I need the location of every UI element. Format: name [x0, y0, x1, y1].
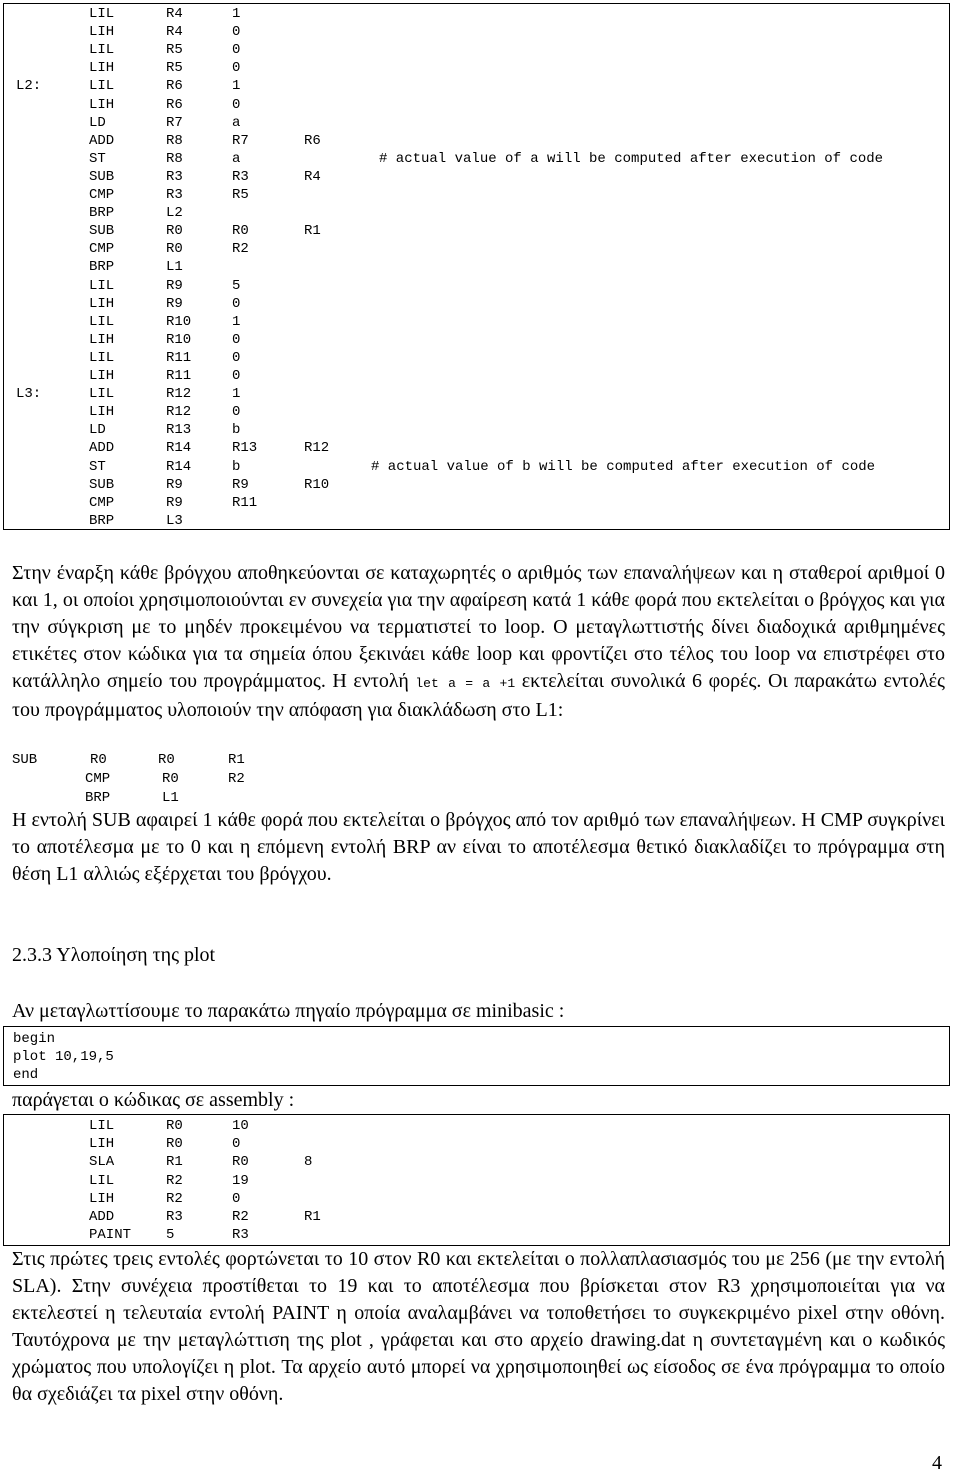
- code-arg-1: R12: [166, 386, 192, 403]
- code-line: [4, 1153, 949, 1171]
- code-arg-2: R0: [232, 1154, 249, 1171]
- code-line: [4, 77, 949, 95]
- code-line: [4, 403, 949, 421]
- code-arg-2: 1: [232, 78, 241, 95]
- code-line: [4, 1117, 949, 1135]
- code-arg-1: R11: [166, 368, 192, 384]
- code-arg-3: R1: [304, 223, 321, 240]
- paragraph-loop-explanation: [12, 560, 945, 724]
- code-arg-1: R2: [166, 1172, 183, 1189]
- code-arg-2: R3: [232, 1227, 249, 1244]
- code-arg-2: 10: [232, 1118, 249, 1134]
- code-opcode: PAINT: [89, 1227, 132, 1244]
- code-line: [4, 132, 949, 150]
- code-line: [4, 295, 949, 313]
- code-arg-2: 0: [232, 368, 241, 384]
- code-arg-2: R3: [232, 168, 249, 185]
- code-line: [4, 1208, 949, 1226]
- code-opcode: LIL: [89, 277, 115, 294]
- code-arg-1: R2: [166, 1190, 183, 1207]
- snippet-line: [0, 789, 960, 807]
- snippet-op: BRP: [85, 790, 111, 806]
- code-opcode: LIL: [89, 1172, 115, 1189]
- source-line: begin: [13, 1031, 56, 1047]
- code-opcode: BRP: [89, 205, 115, 222]
- code-line: [4, 331, 949, 349]
- paragraph-plot-explanation: Στις πρώτες τρεις εντολές φορτώνεται το 10 στον R0 και εκτελείται ο πολλαπλασιασμός του με 256 (με την εντολή SLA). Στην συνέχεια προστίθεται το 19 και το αποτέλεσμα που βρίσκεται στον R3 χρησιμοποιείται για να εκτελεστεί η τελευταία εντολή PAINT η οποία αναλαμβάνει να τοποθετήσει το συγκεκριμένο pixel στην οθόνη. Ταυτόχρονα με την μεταγλώττιση της plot , γράφεται και στο αρχείο drawing.dat η συντεταγμένη και ο κωδικός χρώματος που υπολογίζει η plot. Τα αρχείο αυτό μπορεί να χρησιμοποιηθεί ως είσοδος σε ένα πρόγραμμα το οποίο θα σχεδιάζει τα pixel στην οθόνη.: [12, 1248, 945, 1405]
- code-opcode: LIH: [89, 295, 115, 312]
- code-line: [4, 204, 949, 222]
- code-arg-1: R0: [166, 1118, 183, 1134]
- code-arg-1: R10: [166, 313, 192, 330]
- code-line: [4, 313, 949, 331]
- snippet-op: CMP: [85, 771, 111, 787]
- code-opcode: LIL: [89, 78, 115, 95]
- code-arg-1: R0: [166, 1136, 183, 1153]
- snippet-a2: R2: [228, 771, 245, 787]
- code-arg-2: R13: [232, 440, 258, 457]
- code-arg-2: R7: [232, 132, 249, 149]
- code-label: L2:: [16, 78, 42, 95]
- code-opcode: CMP: [89, 241, 115, 258]
- paragraph-text-a: Στην έναρξη κάθε βρόγχου αποθηκεύονται σε καταχωρητές ο αριθμός των επαναλήψεων και η σταθεροί αριθμοί 0 και 1, οι οποίοι χρησιμοποιούνται εν συνεχεία για την αφαίρεση κατά 1 κάθε φορά που εκτελείται ο βρόγχος και για την σύγκριση με το μηδέν προκειμένου να τερματιστεί το loop. Ο μεταγλωττιστής δίνει διαδοχικά αριθμημένες ετικέτες στον κώδικα για τα σημεία όπου ξεκινάει κάθε loop και φροντίζει στο τέλος του loop να επιστρέφει στο κατάλληλο σημείο του προγράμματος. Η εντολή: [12, 562, 945, 692]
- code-arg-2: 19: [232, 1172, 249, 1189]
- code-arg-1: R13: [166, 422, 192, 439]
- code-comment: # actual value of a will be computed after execution of code: [379, 150, 884, 167]
- code-arg-1: R5: [166, 60, 183, 77]
- code-arg-2: 1: [232, 313, 241, 330]
- code-arg-1: R11: [166, 349, 192, 366]
- code-arg-2: b: [232, 458, 241, 475]
- code-arg-2: R2: [232, 1209, 249, 1225]
- code-opcode: BRP: [89, 512, 115, 529]
- snippet-a1: L1: [162, 790, 179, 806]
- code-opcode: LIH: [89, 368, 115, 384]
- code-line: [4, 1190, 949, 1208]
- code-opcode: ADD: [89, 440, 115, 457]
- code-arg-2: 0: [232, 1136, 241, 1153]
- snippet-line: [0, 751, 960, 769]
- code-arg-1: L2: [166, 205, 183, 222]
- snippet-a1: R0: [162, 771, 179, 787]
- code-arg-1: R0: [166, 241, 183, 258]
- assembly-code-block-1: [3, 3, 950, 530]
- code-line: [4, 114, 949, 132]
- code-arg-3: 8: [304, 1154, 313, 1171]
- snippet-a3: R1: [228, 752, 245, 768]
- code-arg-2: 0: [232, 60, 241, 77]
- code-opcode: LIH: [89, 1190, 115, 1207]
- code-arg-2: 0: [232, 24, 241, 41]
- code-arg-2: R0: [232, 223, 249, 240]
- code-arg-2: 0: [232, 349, 241, 366]
- code-arg-2: 5: [232, 277, 241, 294]
- code-line: [4, 5, 949, 23]
- code-opcode: LIH: [89, 1136, 115, 1153]
- code-arg-1: R9: [166, 494, 183, 511]
- paragraph-branch-explanation: Η εντολή SUB αφαιρεί 1 κάθε φορά που εκτελείται ο βρόγχος από τον αριθμό των επαναλήψεων. Η CMP συγκρίνει το αποτέλεσμα με το 0 και η επόμενη εντολή BRP αν είναι το αποτέλεσμα θετικό διακλαδίζει το πρόγραμμα στη θέση L1 αλλιώς εξέρχεται του βρόγχου.: [12, 809, 945, 885]
- code-line: [4, 476, 949, 494]
- code-arg-2: R5: [232, 187, 249, 203]
- code-opcode: SUB: [89, 476, 115, 493]
- code-arg-2: a: [232, 150, 241, 167]
- code-arg-3: R6: [304, 132, 321, 149]
- code-arg-2: R2: [232, 241, 249, 258]
- source-line: end: [13, 1067, 39, 1083]
- code-line: [4, 96, 949, 114]
- code-line: [4, 1135, 949, 1153]
- code-line: [4, 41, 949, 59]
- code-arg-2: 1: [232, 6, 241, 22]
- code-arg-1: R14: [166, 458, 192, 475]
- code-arg-1: R9: [166, 295, 183, 312]
- code-opcode: LD: [89, 114, 106, 131]
- minibasic-source-box: [3, 1026, 950, 1086]
- code-line: [4, 240, 949, 258]
- code-opcode: SUB: [89, 223, 115, 240]
- code-arg-2: 0: [232, 1190, 241, 1207]
- code-arg-1: L1: [166, 259, 183, 276]
- section-heading: 2.3.3 Υλοποίηση της plot: [12, 944, 216, 966]
- code-arg-2: 0: [232, 404, 241, 421]
- snippet-line: [0, 770, 960, 788]
- code-opcode: LIH: [89, 331, 115, 348]
- intro-text: Αν μεταγλωττίσουμε το παρακάτω πηγαίο πρόγραμμα σε minibasic :: [12, 1000, 565, 1022]
- code-line: [4, 168, 949, 186]
- code-arg-3: R1: [304, 1209, 321, 1225]
- code-opcode: LIL: [89, 313, 115, 330]
- snippet-a2: R0: [158, 752, 175, 768]
- code-arg-1: R1: [166, 1154, 183, 1171]
- code-arg-2: a: [232, 114, 241, 131]
- code-arg-1: R0: [166, 223, 183, 240]
- assembly-code-block-2: [3, 1114, 950, 1246]
- code-arg-1: R4: [166, 6, 183, 22]
- code-arg-1: L3: [166, 512, 183, 529]
- code-arg-1: R9: [166, 476, 183, 493]
- code-line: [4, 512, 949, 530]
- code-line: [4, 1172, 949, 1190]
- code-arg-1: R3: [166, 187, 183, 203]
- code-opcode: SLA: [89, 1154, 115, 1171]
- code-line: [4, 458, 949, 476]
- code-line: [4, 23, 949, 41]
- code-opcode: LIL: [89, 349, 115, 366]
- code-opcode: ADD: [89, 1209, 115, 1225]
- code-arg-2: 0: [232, 295, 241, 312]
- code-opcode: BRP: [89, 259, 115, 276]
- code-opcode: LIL: [89, 386, 115, 403]
- code-line: [4, 349, 949, 367]
- snippet-op: SUB: [12, 752, 38, 768]
- code-arg-1: R9: [166, 277, 183, 294]
- code-arg-1: R6: [166, 78, 183, 95]
- code-label: L3:: [16, 386, 42, 403]
- code-arg-1: R3: [166, 168, 183, 185]
- code-opcode: ST: [89, 458, 106, 475]
- code-opcode: CMP: [89, 187, 115, 203]
- code-line: [4, 494, 949, 512]
- code-opcode: ADD: [89, 132, 115, 149]
- code-line: [4, 367, 949, 385]
- code-arg-1: R12: [166, 404, 192, 421]
- inline-code-let: let a = a +1: [415, 676, 516, 691]
- code-opcode: LIL: [89, 6, 115, 22]
- code-line: [4, 150, 949, 168]
- code-arg-1: R8: [166, 150, 183, 167]
- code-line: [4, 258, 949, 276]
- code-opcode: LIH: [89, 404, 115, 421]
- code-opcode: SUB: [89, 168, 115, 185]
- code-line: [4, 59, 949, 77]
- snippet-a1: R0: [90, 752, 107, 768]
- code-arg-1: R10: [166, 331, 192, 348]
- code-line: [4, 439, 949, 457]
- code-line: [4, 186, 949, 204]
- code-opcode: LIH: [89, 24, 115, 41]
- code-line: [4, 222, 949, 240]
- code-arg-2: 1: [232, 386, 241, 403]
- source-line: plot 10,19,5: [13, 1049, 114, 1065]
- code-opcode: CMP: [89, 494, 115, 511]
- code-line: [4, 385, 949, 403]
- code-opcode: LD: [89, 422, 106, 439]
- code-arg-1: 5: [166, 1227, 175, 1244]
- code-arg-1: R5: [166, 42, 183, 59]
- branch-snippet: [0, 751, 960, 807]
- code-opcode: LIL: [89, 1118, 115, 1134]
- code-arg-2: R11: [232, 494, 258, 511]
- code-line: [4, 1226, 949, 1244]
- paragraph-text-b: εκτελείται συνολικά 6 φορές. Οι παρακάτω εντολές του προγράμματος υλοποιούν την απόφαση για διακλάδωση στο L1:: [12, 670, 945, 721]
- code-line: [4, 421, 949, 439]
- code-arg-1: R4: [166, 24, 183, 41]
- assembly-intro-text: παράγεται ο κώδικας σε assembly :: [12, 1089, 295, 1111]
- code-arg-2: R9: [232, 476, 249, 493]
- code-arg-1: R3: [166, 1209, 183, 1225]
- code-arg-3: R12: [304, 440, 330, 457]
- code-arg-1: R6: [166, 96, 183, 113]
- code-arg-3: R4: [304, 168, 321, 185]
- code-opcode: LIL: [89, 42, 115, 59]
- code-arg-2: 0: [232, 42, 241, 59]
- code-opcode: LIH: [89, 96, 115, 113]
- code-arg-1: R7: [166, 114, 183, 131]
- code-arg-2: b: [232, 422, 241, 439]
- code-arg-3: R10: [304, 476, 330, 493]
- code-arg-2: 0: [232, 96, 241, 113]
- code-line: [4, 277, 949, 295]
- code-comment: # actual value of b will be computed after execution of code: [371, 458, 876, 475]
- code-arg-1: R14: [166, 440, 192, 457]
- code-opcode: ST: [89, 150, 106, 167]
- page-number: 4: [932, 1452, 942, 1474]
- code-arg-1: R8: [166, 132, 183, 149]
- code-opcode: LIH: [89, 60, 115, 77]
- code-arg-2: 0: [232, 331, 241, 348]
